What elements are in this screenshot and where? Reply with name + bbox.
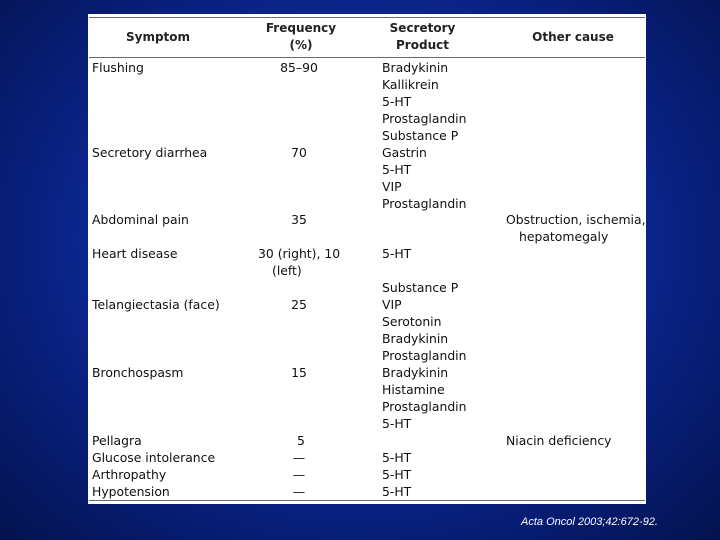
table-header-rule	[89, 57, 645, 58]
citation: Acta Oncol 2003;42:672-92.	[521, 516, 658, 528]
row-5-frequency: 15	[291, 365, 307, 380]
row-4-product-3: Prostaglandin	[382, 347, 467, 363]
row-9-frequency: —	[292, 484, 306, 499]
table-bottom-rule	[89, 500, 645, 501]
row-3-frequency	[258, 246, 340, 280]
table-top-rule	[89, 17, 645, 18]
row-8-symptom: Arthropathy	[92, 467, 167, 482]
row-5-product-2: Prostaglandin	[382, 398, 467, 414]
row-7-frequency: —	[292, 450, 306, 465]
row-5-symptom: Bronchospasm	[92, 365, 184, 380]
row-4-product-0: VIP	[382, 297, 402, 312]
row-0-product-1: Kallikrein	[382, 76, 439, 92]
row-2-other-cause	[506, 212, 646, 246]
row-3-products	[382, 246, 458, 297]
row-8-product-0: 5-HT	[382, 467, 412, 482]
row-4-product-1: Serotonin	[382, 313, 442, 329]
row-1-product-3: Prostaglandin	[382, 195, 467, 211]
row-0-frequency: 85–90	[280, 60, 318, 75]
row-3-frequency-line2: (left)	[272, 262, 302, 278]
row-0-product-0: Bradykinin	[382, 60, 449, 75]
row-4-products	[382, 297, 466, 365]
row-2-symptom: Abdominal pain	[92, 212, 189, 227]
header-frequency	[246, 20, 356, 54]
header-symptom: Symptom	[126, 30, 191, 44]
row-0-product-2: 5-HT	[382, 93, 412, 109]
row-0-product-4: Substance P	[382, 127, 459, 143]
row-1-frequency: 70	[291, 145, 307, 160]
header-product-line2: Product	[396, 38, 449, 52]
table-panel	[88, 14, 646, 504]
row-8-frequency: —	[292, 467, 306, 482]
row-2-other-line1: Obstruction, ischemia,	[506, 212, 646, 227]
row-4-frequency: 25	[291, 297, 307, 312]
row-2-frequency: 35	[291, 212, 307, 227]
row-9-product-0: 5-HT	[382, 484, 412, 499]
header-frequency-line1: Frequency	[265, 21, 337, 35]
row-4-product-2: Bradykinin	[382, 330, 449, 346]
row-5-products	[382, 365, 466, 433]
row-6-symptom: Pellagra	[92, 433, 142, 448]
row-6-other-cause: Niacin deficiency	[506, 433, 612, 448]
row-3-product-0: 5-HT	[382, 246, 412, 261]
row-5-product-0: Bradykinin	[382, 365, 449, 380]
row-2-other-line2: hepatomegaly	[519, 228, 609, 244]
row-5-product-1: Histamine	[382, 381, 445, 397]
row-3-frequency-line1: 30 (right), 10	[258, 246, 341, 261]
row-3-symptom: Heart disease	[92, 246, 178, 261]
row-9-symptom: Hypotension	[92, 484, 170, 499]
header-product-line1: Secretory	[389, 21, 456, 35]
row-3-product-1	[382, 263, 458, 280]
row-1-product-1: 5-HT	[382, 161, 412, 177]
row-1-product-0: Gastrin	[382, 145, 427, 160]
row-6-frequency: 5	[297, 433, 305, 448]
row-5-product-3: 5-HT	[382, 415, 412, 431]
header-other-cause: Other cause	[532, 30, 614, 44]
header-product	[380, 20, 465, 54]
row-7-symptom: Glucose intolerance	[92, 450, 216, 465]
row-1-products	[382, 145, 466, 213]
row-1-product-2: VIP	[382, 178, 402, 194]
row-0-products	[382, 60, 466, 145]
row-4-symptom: Telangiectasia (face)	[92, 297, 220, 312]
header-frequency-line2: (%)	[289, 38, 313, 52]
row-0-product-3: Prostaglandin	[382, 110, 467, 126]
row-3-product-2: Substance P	[382, 279, 459, 295]
row-1-symptom: Secretory diarrhea	[92, 145, 208, 160]
row-0-symptom: Flushing	[92, 60, 144, 75]
row-7-product-0: 5-HT	[382, 450, 412, 465]
